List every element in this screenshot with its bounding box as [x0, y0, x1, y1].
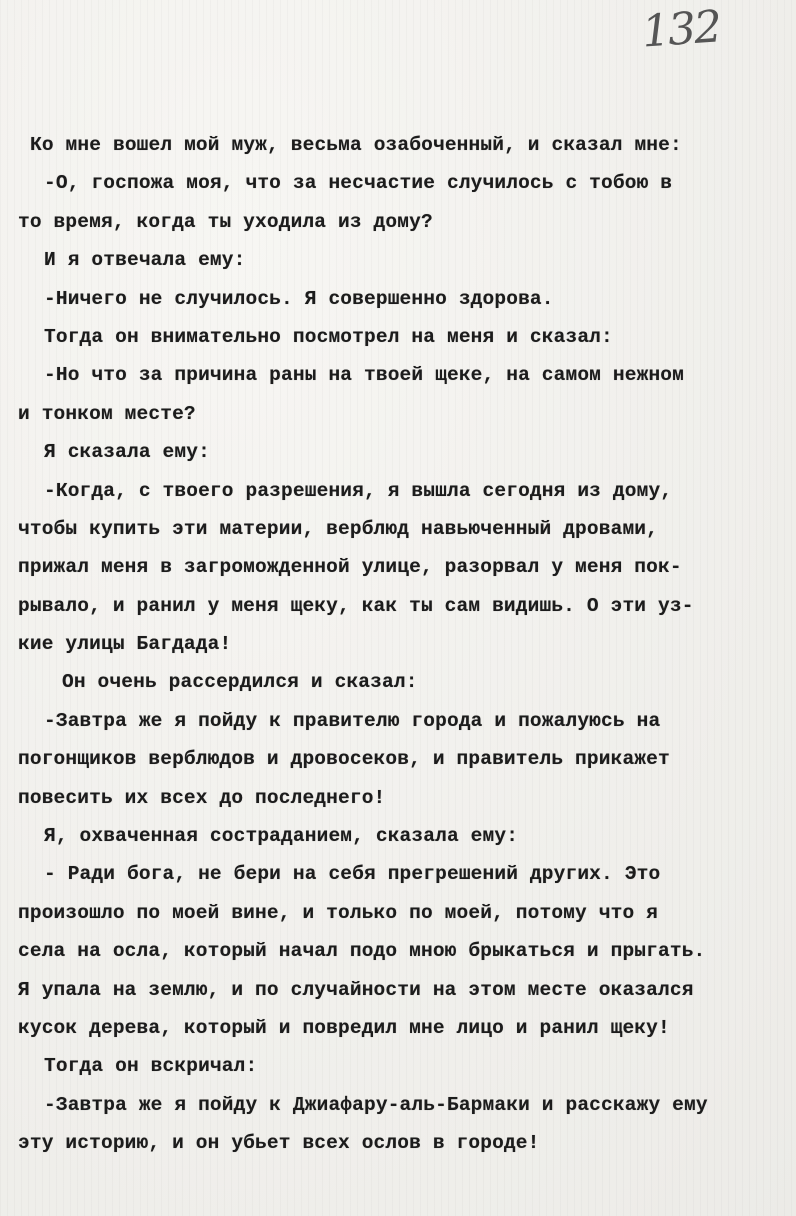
text-line: Я сказала ему: — [44, 441, 210, 464]
text-line: -Ничего не случилось. Я совершенно здорова. — [44, 287, 554, 310]
text-line: Я упала на землю, и по случайности на этом месте оказался — [18, 978, 694, 1001]
text-line: -Когда, с твоего разрешения, я вышла сегодня из дому, — [44, 479, 673, 502]
text-line: то время, когда ты уходила из дому? — [18, 210, 433, 233]
text-line: -Завтра же я пойду к правителю города и пожалуюсь на — [44, 709, 661, 732]
text-line: произошло по моей вине, и только по моей, потому что я — [18, 901, 659, 924]
text-line: -Завтра же я пойду к Джиафару-аль-Бармаки и расскажу ему — [44, 1093, 708, 1116]
text-line: и тонком месте? — [18, 402, 196, 425]
text-line: села на осла, который начал подо мною брыкаться и прыгать. — [18, 940, 706, 963]
text-line: погонщиков верблюдов и дровосеков, и правитель прикажет — [18, 748, 670, 771]
text-line: Тогда он внимательно посмотрел на меня и сказал: — [44, 325, 613, 348]
handwritten-page-number: 132 — [640, 1, 722, 58]
text-line: прижал меня в загроможденной улице, разорвал у меня пок- — [18, 556, 682, 579]
text-line: кусок дерева, который и повредил мне лицо и ранил щеку! — [18, 1016, 670, 1039]
text-line: Ко мне вошел мой муж, весьма озабоченный, и сказал мне: — [30, 134, 682, 156]
text-line: кие улицы Багдада! — [18, 633, 232, 656]
text-line: -О, госпожа моя, что за несчастие случилось с тобою в — [44, 172, 673, 195]
text-line: Тогда он вскричал: — [44, 1055, 258, 1078]
text-line: И я отвечала ему: — [44, 249, 246, 272]
text-line: чтобы купить эти материи, верблюд навьюченный дровами, — [18, 517, 659, 540]
text-line: Я, охваченная состраданием, сказала ему: — [44, 825, 519, 848]
text-line: - Ради бога, не бери на себя прегрешений других. Это — [44, 863, 661, 886]
text-line: повесить их всех до последнего! — [18, 786, 386, 809]
typewritten-text-body — [18, 126, 788, 1163]
text-line: рывало, и ранил у меня щеку, как ты сам видишь. О эти уз- — [18, 594, 694, 617]
text-line: -Но что за причина раны на твоей щеке, на самом нежном — [44, 364, 685, 387]
text-line: Он очень рассердился и сказал: — [62, 671, 418, 694]
text-line: эту историю, и он убьет всех ослов в городе! — [18, 1132, 540, 1155]
